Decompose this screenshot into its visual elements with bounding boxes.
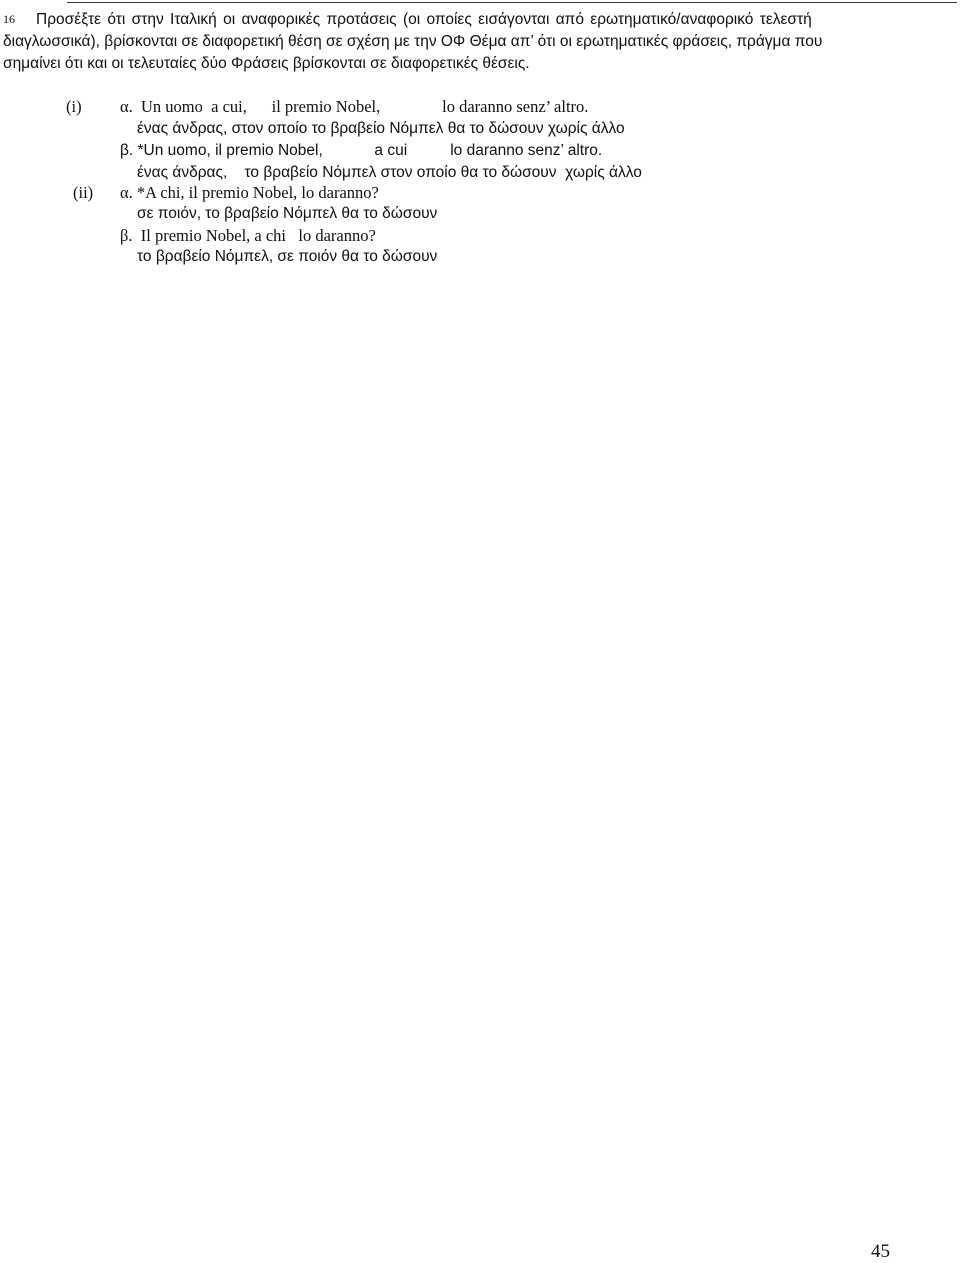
example-i-a-gloss: ένας άνδρας, στον οποίο το βραβείο Νόμπελ θα το δώσουν χωρίς άλλο xyxy=(137,120,625,137)
footnote-separator xyxy=(67,2,957,3)
example-ii-a: α. *A chi, il premio Nobel, lo daranno? xyxy=(120,183,379,202)
footnote-line-2: διαγλωσσικά), βρίσκονται σε διαφορετική θέση σε σχέση με την ΟΦ Θέμα απ’ ότι οι ερωτηματικές φράσεις, πράγμα που xyxy=(3,33,823,50)
example-ii-a-gloss: σε ποιόν, το βραβείο Νόμπελ θα το δώσουν xyxy=(137,205,438,222)
example-ii-b-gloss: το βραβείο Νόμπελ, σε ποιόν θα το δώσουν xyxy=(137,248,438,265)
footnote-line-1: Προσέξτε ότι στην Ιταλική οι αναφορικές προτάσεις (οι οποίες εισάγονται από ερωτηματικό/αναφορικό τελεστή xyxy=(36,11,812,28)
example-i-b: β. *Un uomo, il premio Nobel, a cui lo daranno senz’ altro. xyxy=(120,142,603,159)
footnote-number: 16 xyxy=(3,12,15,26)
page-number: 45 xyxy=(871,1241,890,1262)
example-i-b-gloss: ένας άνδρας, το βραβείο Νόμπελ στον οποίο θα το δώσουν χωρίς άλλο xyxy=(137,164,642,181)
example-label-i: (i) xyxy=(66,97,82,116)
example-i-a: α. Un uomo a cui, il premio Nobel, lo daranno senz’ altro. xyxy=(120,97,589,116)
example-ii-b: β. Il premio Nobel, a chi lo daranno? xyxy=(120,226,376,245)
footnote-line-3: σημαίνει ότι και οι τελευταίες δύο Φράσεις βρίσκονται σε διαφορετικές θέσεις. xyxy=(3,55,530,72)
example-label-ii: (ii) xyxy=(73,183,94,202)
